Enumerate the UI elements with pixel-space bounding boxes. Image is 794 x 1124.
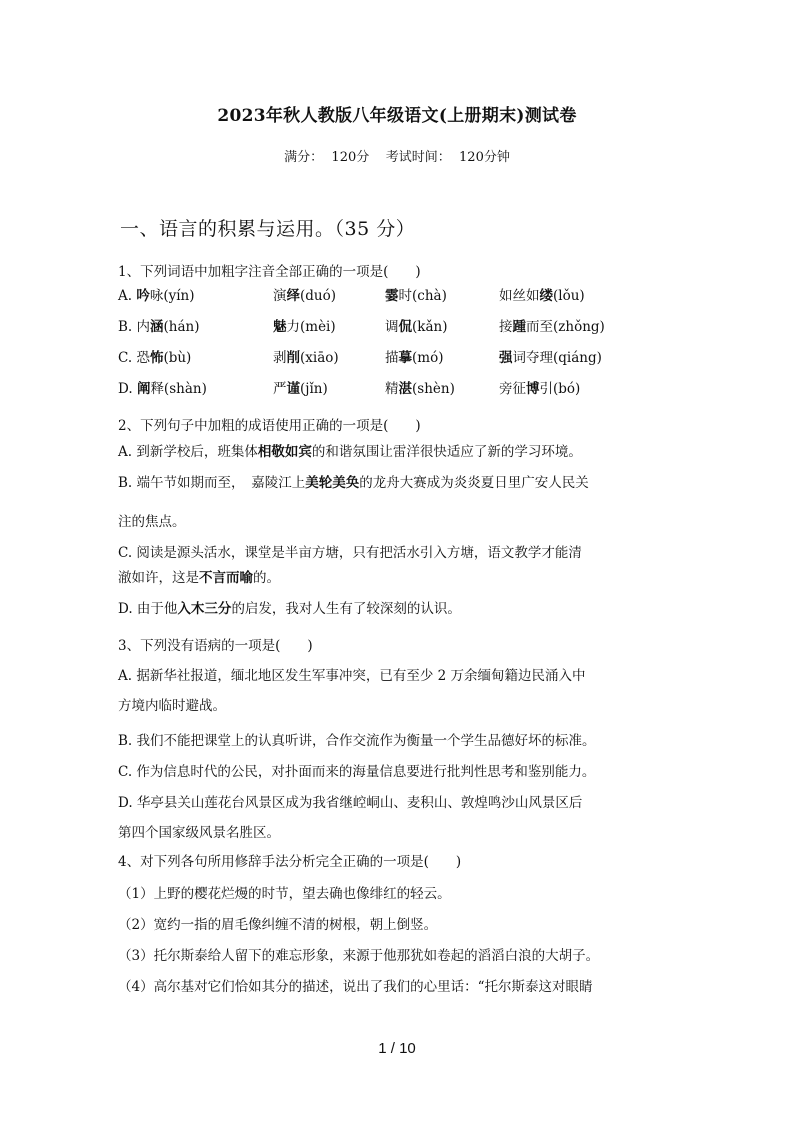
option-item: B. 内涵(hán): [118, 319, 200, 335]
question-4-sentence-3: （3）托尔斯泰给人留下的难忘形象，来源于他那犹如卷起的滔滔白浪的大胡子。: [118, 948, 600, 964]
question-4-sentence-4: （4）高尔基对它们恰如其分的描述，说出了我们的心里话：“托尔斯泰这对眼睛: [118, 979, 593, 995]
option-item: 旁征博引(bó): [499, 381, 581, 397]
question-1-option-c: [118, 346, 718, 368]
question-3-option-b: B. 我们不能把课堂上的认真听讲，合作交流作为衡量一个学生品德好坏的标准。: [118, 733, 596, 749]
question-3-option-c: C. 作为信息时代的公民，对扑面而来的海量信息要进行批判性思考和鉴别能力。: [118, 764, 596, 780]
question-2-option-b: B. 端午节如期而至， 嘉陵江上美轮美奂的龙舟大赛成为炎炎夏日里广安人民关: [118, 475, 589, 491]
option-item: 强词夺理(qiáng): [499, 350, 602, 366]
question-2-option-c: C. 阅读是源头活水，课堂是半亩方塘，只有把活水引入方塘，语文教学才能清: [118, 545, 582, 561]
question-2-option-b-cont: 注的焦点。: [118, 514, 186, 530]
question-1-stem: 1、下列词语中加粗字注音全部正确的一项是( ): [118, 264, 421, 280]
option-item: 严谨(jǐn): [273, 381, 328, 397]
question-2-stem: 2、下列句子中加粗的成语使用正确的一项是( ): [118, 418, 421, 434]
option-item: 剥削(xiāo): [273, 350, 339, 366]
question-3-stem: 3、下列没有语病的一项是( ): [118, 638, 313, 654]
question-1-option-d: [118, 377, 718, 399]
option-item: 描摹(mó): [385, 350, 444, 366]
question-1-option-b: [118, 315, 718, 337]
option-item: 调侃(kǎn): [385, 319, 448, 335]
option-item: D. 阐释(shàn): [118, 381, 207, 397]
exam-meta: 满分： 120分 考试时间： 120分钟: [284, 150, 510, 165]
question-4-sentence-1: （1）上野的樱花烂熳的时节，望去确也像绯红的轻云。: [118, 886, 451, 902]
option-item: 如丝如缕(lǒu): [499, 288, 585, 304]
option-item: A. 吟咏(yín): [118, 288, 195, 304]
question-4-sentence-2: （2）宽约一指的眉毛像纠缠不清的树根，朝上倒竖。: [118, 917, 438, 933]
question-2-option-c-cont: 澈如许，这是不言而喻的。: [118, 570, 280, 586]
question-2-option-a: A. 到新学校后，班集体相敬如宾的和谐氛围让雷洋很快适应了新的学习环境。: [118, 444, 582, 460]
question-3-option-a: A. 据新华社报道，缅北地区发生军事冲突，已有至少 2 万余缅甸籍边民涌入中: [118, 668, 586, 684]
question-3-option-d: D. 华亭县关山莲花台风景区成为我省继崆峒山、麦积山、敦煌鸣沙山风景区后: [118, 795, 583, 811]
option-item: 接踵而至(zhǒng): [499, 319, 605, 335]
question-3-option-d-cont: 第四个国家级风景名胜区。: [118, 825, 280, 841]
option-item: 精湛(shèn): [385, 381, 455, 397]
option-item: 魅力(mèi): [273, 319, 336, 335]
option-item: C. 恐怖(bù): [118, 350, 192, 366]
question-4-stem: 4、对下列各句所用修辞手法分析完全正确的一项是( ): [118, 854, 462, 870]
section-heading: 一、语言的积累与运用。（35 分）: [120, 218, 416, 240]
option-item: 霎时(chà): [385, 288, 447, 304]
question-1-option-a: [118, 284, 718, 306]
question-3-option-a-cont: 方境内临时避战。: [118, 698, 226, 714]
question-2-option-d: D. 由于他入木三分的启发，我对人生有了较深刻的认识。: [118, 601, 461, 617]
option-item: 演绎(duó): [273, 288, 336, 304]
exam-title: 2023年秋人教版八年级语文(上册期末)测试卷: [217, 106, 577, 126]
page-number: 1 / 10: [378, 1040, 416, 1057]
